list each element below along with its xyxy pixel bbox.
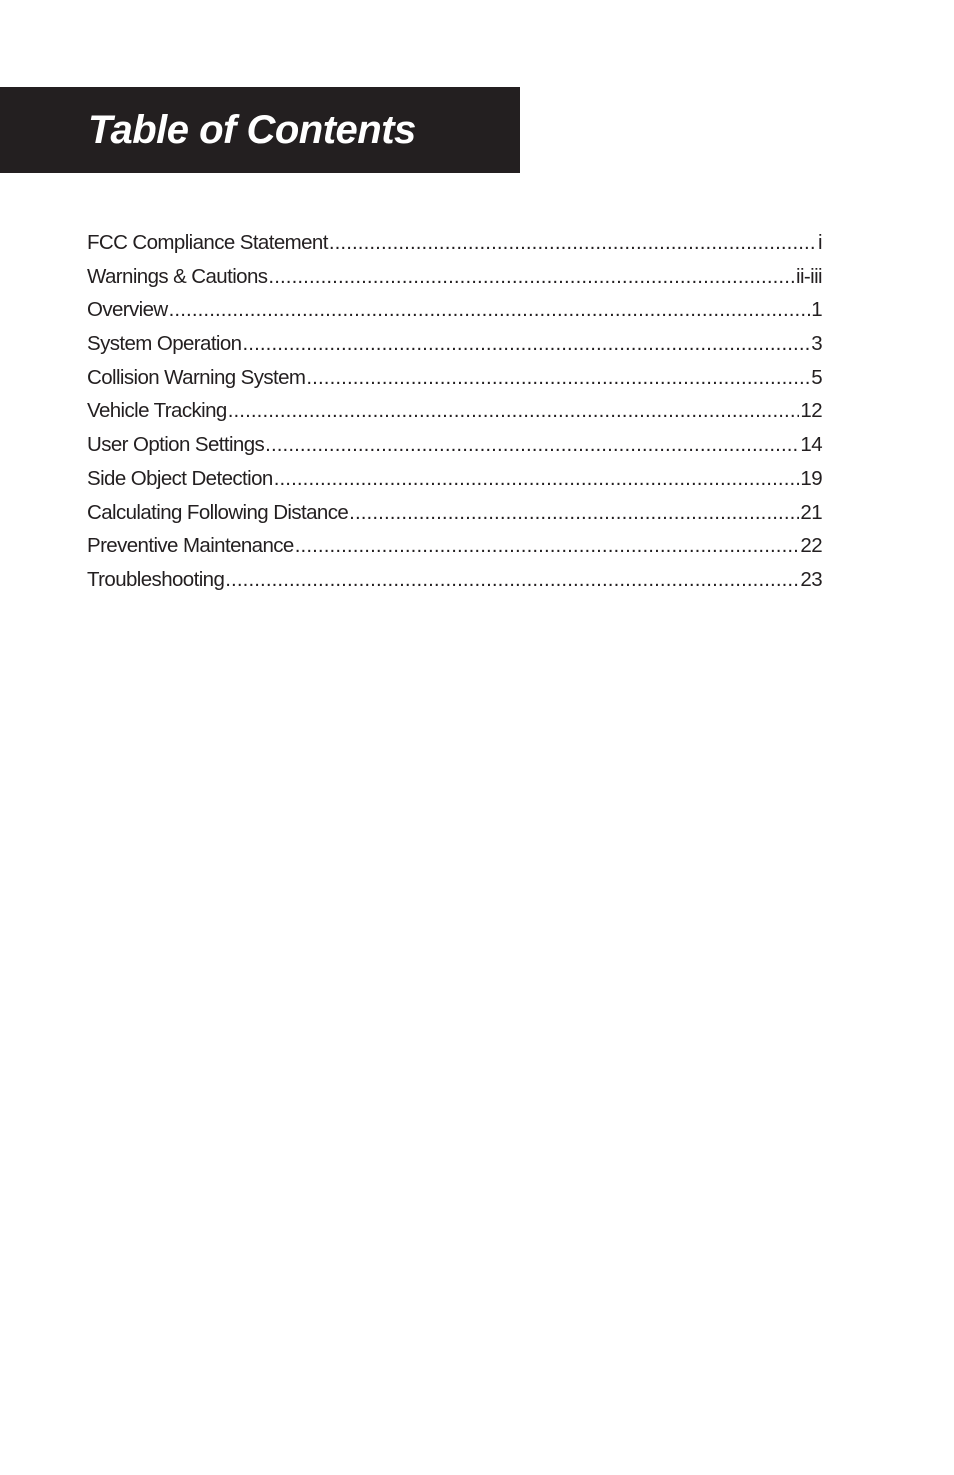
toc-entry-page: 19	[800, 466, 822, 490]
dot-leader	[242, 327, 810, 361]
dot-leader	[329, 226, 817, 260]
toc-entry-page: 12	[800, 399, 822, 423]
toc-entry-label: System Operation	[87, 332, 242, 356]
toc-entry-label: Calculating Following Distance	[87, 500, 349, 524]
toc-entry-label: Warnings & Cautions	[87, 264, 268, 288]
toc-entry-label: Side Object Detection	[87, 466, 273, 490]
toc-entry-label: Vehicle Tracking	[87, 399, 227, 423]
dot-leader	[265, 428, 799, 462]
dot-leader	[225, 563, 799, 597]
toc-entry-page: i	[818, 231, 822, 254]
dot-leader	[349, 496, 799, 530]
toc-entry-preventive-maintenance[interactable]	[87, 529, 822, 563]
toc-entry-calculating-following-distance[interactable]	[87, 496, 822, 530]
toc-entry-warnings-cautions[interactable]	[87, 260, 822, 294]
toc-entry-page: 1	[811, 298, 822, 322]
dot-leader	[306, 361, 810, 395]
toc-entry-user-option-settings[interactable]	[87, 428, 822, 462]
toc-entry-page: 22	[800, 534, 822, 558]
toc-entry-page: 23	[800, 567, 822, 591]
toc-entry-page: 21	[800, 500, 822, 524]
toc-entry-page: ii-iii	[796, 264, 822, 288]
toc-entry-page: 5	[811, 365, 822, 389]
toc-entry-collision-warning-system[interactable]	[87, 361, 822, 395]
table-of-contents	[87, 226, 822, 597]
toc-entry-label: Preventive Maintenance	[87, 534, 294, 558]
page-title: Table of Contents	[88, 108, 416, 152]
toc-entry-fcc-compliance-statement[interactable]	[87, 226, 822, 260]
toc-entry-system-operation[interactable]	[87, 327, 822, 361]
toc-entry-label: User Option Settings	[87, 433, 265, 457]
toc-entry-page: 3	[811, 332, 822, 356]
toc-entry-overview[interactable]	[87, 293, 822, 327]
dot-leader	[274, 462, 800, 496]
toc-entry-label: FCC Compliance Statement	[87, 231, 328, 254]
dot-leader	[295, 529, 800, 563]
dot-leader	[228, 394, 800, 428]
dot-leader	[169, 293, 811, 327]
toc-entry-vehicle-tracking[interactable]	[87, 394, 822, 428]
title-banner	[0, 87, 520, 173]
toc-entry-label: Overview	[87, 298, 168, 322]
dot-leader	[268, 260, 795, 294]
toc-entry-troubleshooting[interactable]	[87, 563, 822, 597]
toc-entry-label: Troubleshooting	[87, 567, 225, 591]
toc-entry-side-object-detection[interactable]	[87, 462, 822, 496]
toc-entry-label: Collision Warning System	[87, 365, 306, 389]
toc-entry-page: 14	[800, 433, 822, 457]
